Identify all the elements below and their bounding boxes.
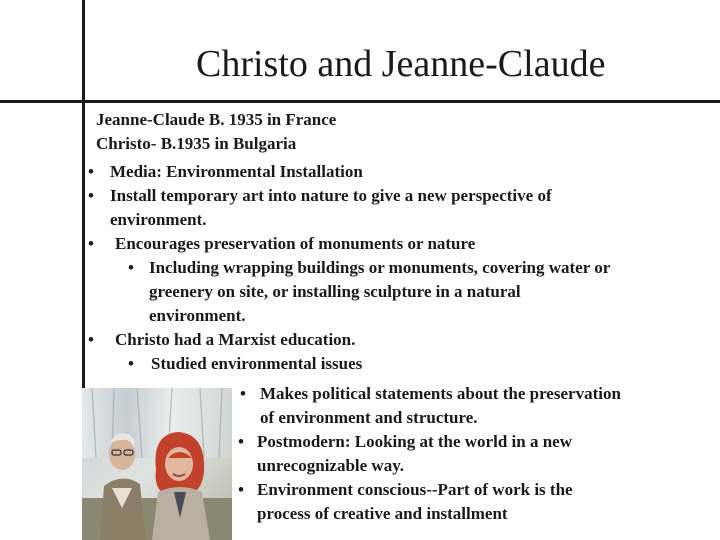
- sub-bullet-glyph: •: [128, 354, 134, 373]
- sub-bullet-glyph: •: [128, 258, 134, 277]
- side-bullet-environment-line-1: Environment conscious--Part of work is the: [257, 480, 573, 499]
- bullet-marxist-education: Christo had a Marxist education.: [115, 330, 356, 349]
- bullet-media: Media: Environmental Installation: [110, 162, 363, 181]
- intro-line-jeanne-claude: Jeanne-Claude B. 1935 in France: [96, 110, 337, 129]
- side-bullet-environment-line-2: process of creative and installment: [257, 504, 508, 523]
- sub-bullet-environmental-issues: Studied environmental issues: [151, 354, 363, 373]
- bullet-glyph: •: [88, 162, 94, 181]
- side-bullet-glyph: •: [238, 480, 244, 499]
- side-bullet-postmodern-line-1: Postmodern: Looking at the world in a new: [257, 432, 572, 451]
- artists-photo: [82, 388, 232, 540]
- bullet-preservation: Encourages preservation of monuments or nature: [115, 234, 476, 253]
- side-bullet-postmodern-line-2: unrecognizable way.: [257, 456, 405, 475]
- sub-bullet-wrapping-line-2: greenery on site, or installing sculpture in a natural: [149, 282, 521, 301]
- horizontal-rule: [0, 100, 720, 103]
- bullet-temporary-art-line-2: environment.: [110, 210, 207, 229]
- sub-bullet-wrapping-line-3: environment.: [149, 306, 246, 325]
- slide-title: Christo and Jeanne-Claude: [196, 43, 606, 85]
- bullet-glyph: •: [88, 186, 94, 205]
- bullet-glyph: •: [88, 330, 94, 349]
- side-bullet-political-line-2: of environment and structure.: [260, 408, 478, 427]
- sub-bullet-wrapping-line-1: Including wrapping buildings or monuments, covering water or: [149, 258, 611, 277]
- side-bullet-glyph: •: [238, 432, 244, 451]
- bullet-glyph: •: [88, 234, 94, 253]
- intro-line-christo: Christo- B.1935 in Bulgaria: [96, 134, 297, 153]
- side-bullet-glyph: •: [240, 384, 246, 403]
- bullet-temporary-art-line-1: Install temporary art into nature to give a new perspective of: [110, 186, 552, 205]
- side-bullet-political-line-1: Makes political statements about the preservation: [260, 384, 621, 403]
